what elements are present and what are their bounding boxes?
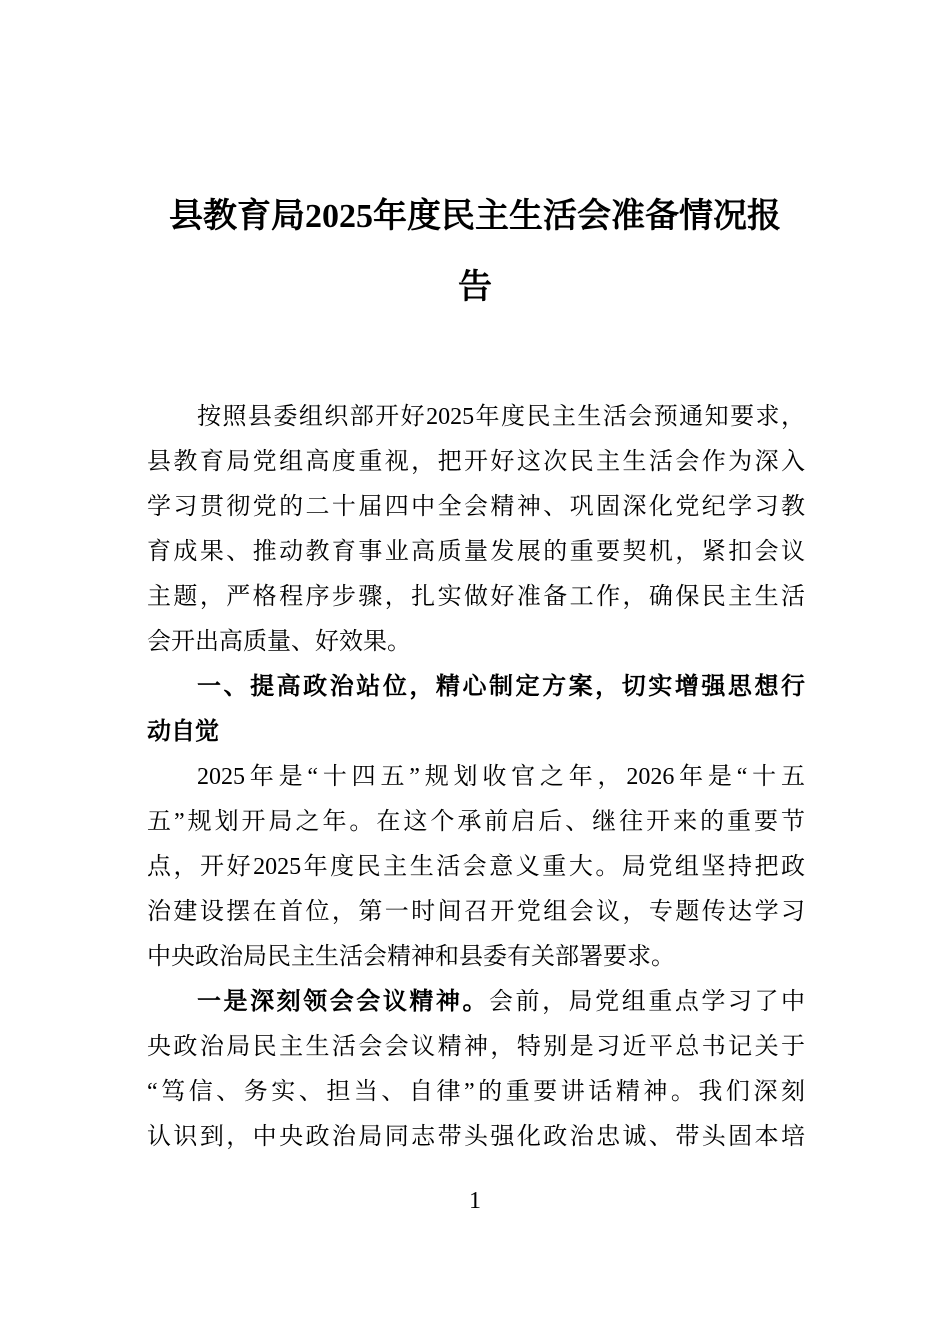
text-line: 学习贯彻党的二十届四中全会精神、巩固深化党纪学习教 xyxy=(147,494,805,520)
heading-line: 动自觉 xyxy=(147,719,219,745)
section-heading xyxy=(147,665,805,755)
document-title-line-1: 县教育局2025年度民主生活会准备情况报 xyxy=(169,198,781,235)
text-line: 五”规划开局之年。在这个承前启后、继往开来的重要节 xyxy=(147,809,805,835)
text-line: 认识到，中央政治局同志带头强化政治忠诚、带头固本培 xyxy=(147,1124,805,1150)
paragraph-point-one xyxy=(147,980,805,1160)
text-line: 治建设摆在首位，第一时间召开党组会议，专题传达学习 xyxy=(147,899,805,925)
text-line: “笃信、务实、担当、自律”的重要讲话精神。我们深刻 xyxy=(147,1079,805,1105)
text-line: 点，开好2025年度民主生活会意义重大。局党组坚持把政 xyxy=(147,854,805,880)
text-line: 主题，严格程序步骤，扎实做好准备工作，确保民主生活 xyxy=(147,584,805,610)
paragraph-intro xyxy=(147,395,805,665)
page-number: 1 xyxy=(469,1188,481,1214)
document-title-line-2: 告 xyxy=(458,269,492,306)
document-body xyxy=(147,395,805,1160)
text-line: 会开出高质量、好效果。 xyxy=(147,629,411,655)
text-line: 中央政治局民主生活会精神和县委有关部署要求。 xyxy=(147,944,675,970)
text-line: 育成果、推动教育事业高质量发展的重要契机，紧扣会议 xyxy=(147,539,805,565)
lead-rest: 会前，局党组重点学习了中 xyxy=(489,989,805,1015)
text-line xyxy=(147,980,805,1025)
text-line: 央政治局民主生活会会议精神，特别是习近平总书记关于 xyxy=(147,1034,805,1060)
bold-lead: 一是深刻领会会议精神。 xyxy=(197,989,489,1015)
text-line: 县教育局党组高度重视，把开好这次民主生活会作为深入 xyxy=(147,449,805,475)
text-line: 按照县委组织部开好2025年度民主生活会预通知要求， xyxy=(197,404,805,430)
heading-line: 一、提高政治站位，精心制定方案，切实增强思想行 xyxy=(197,674,805,700)
paragraph-background xyxy=(147,755,805,980)
text-line: 2025年是“十四五”规划收官之年，2026年是“十五 xyxy=(197,764,805,790)
